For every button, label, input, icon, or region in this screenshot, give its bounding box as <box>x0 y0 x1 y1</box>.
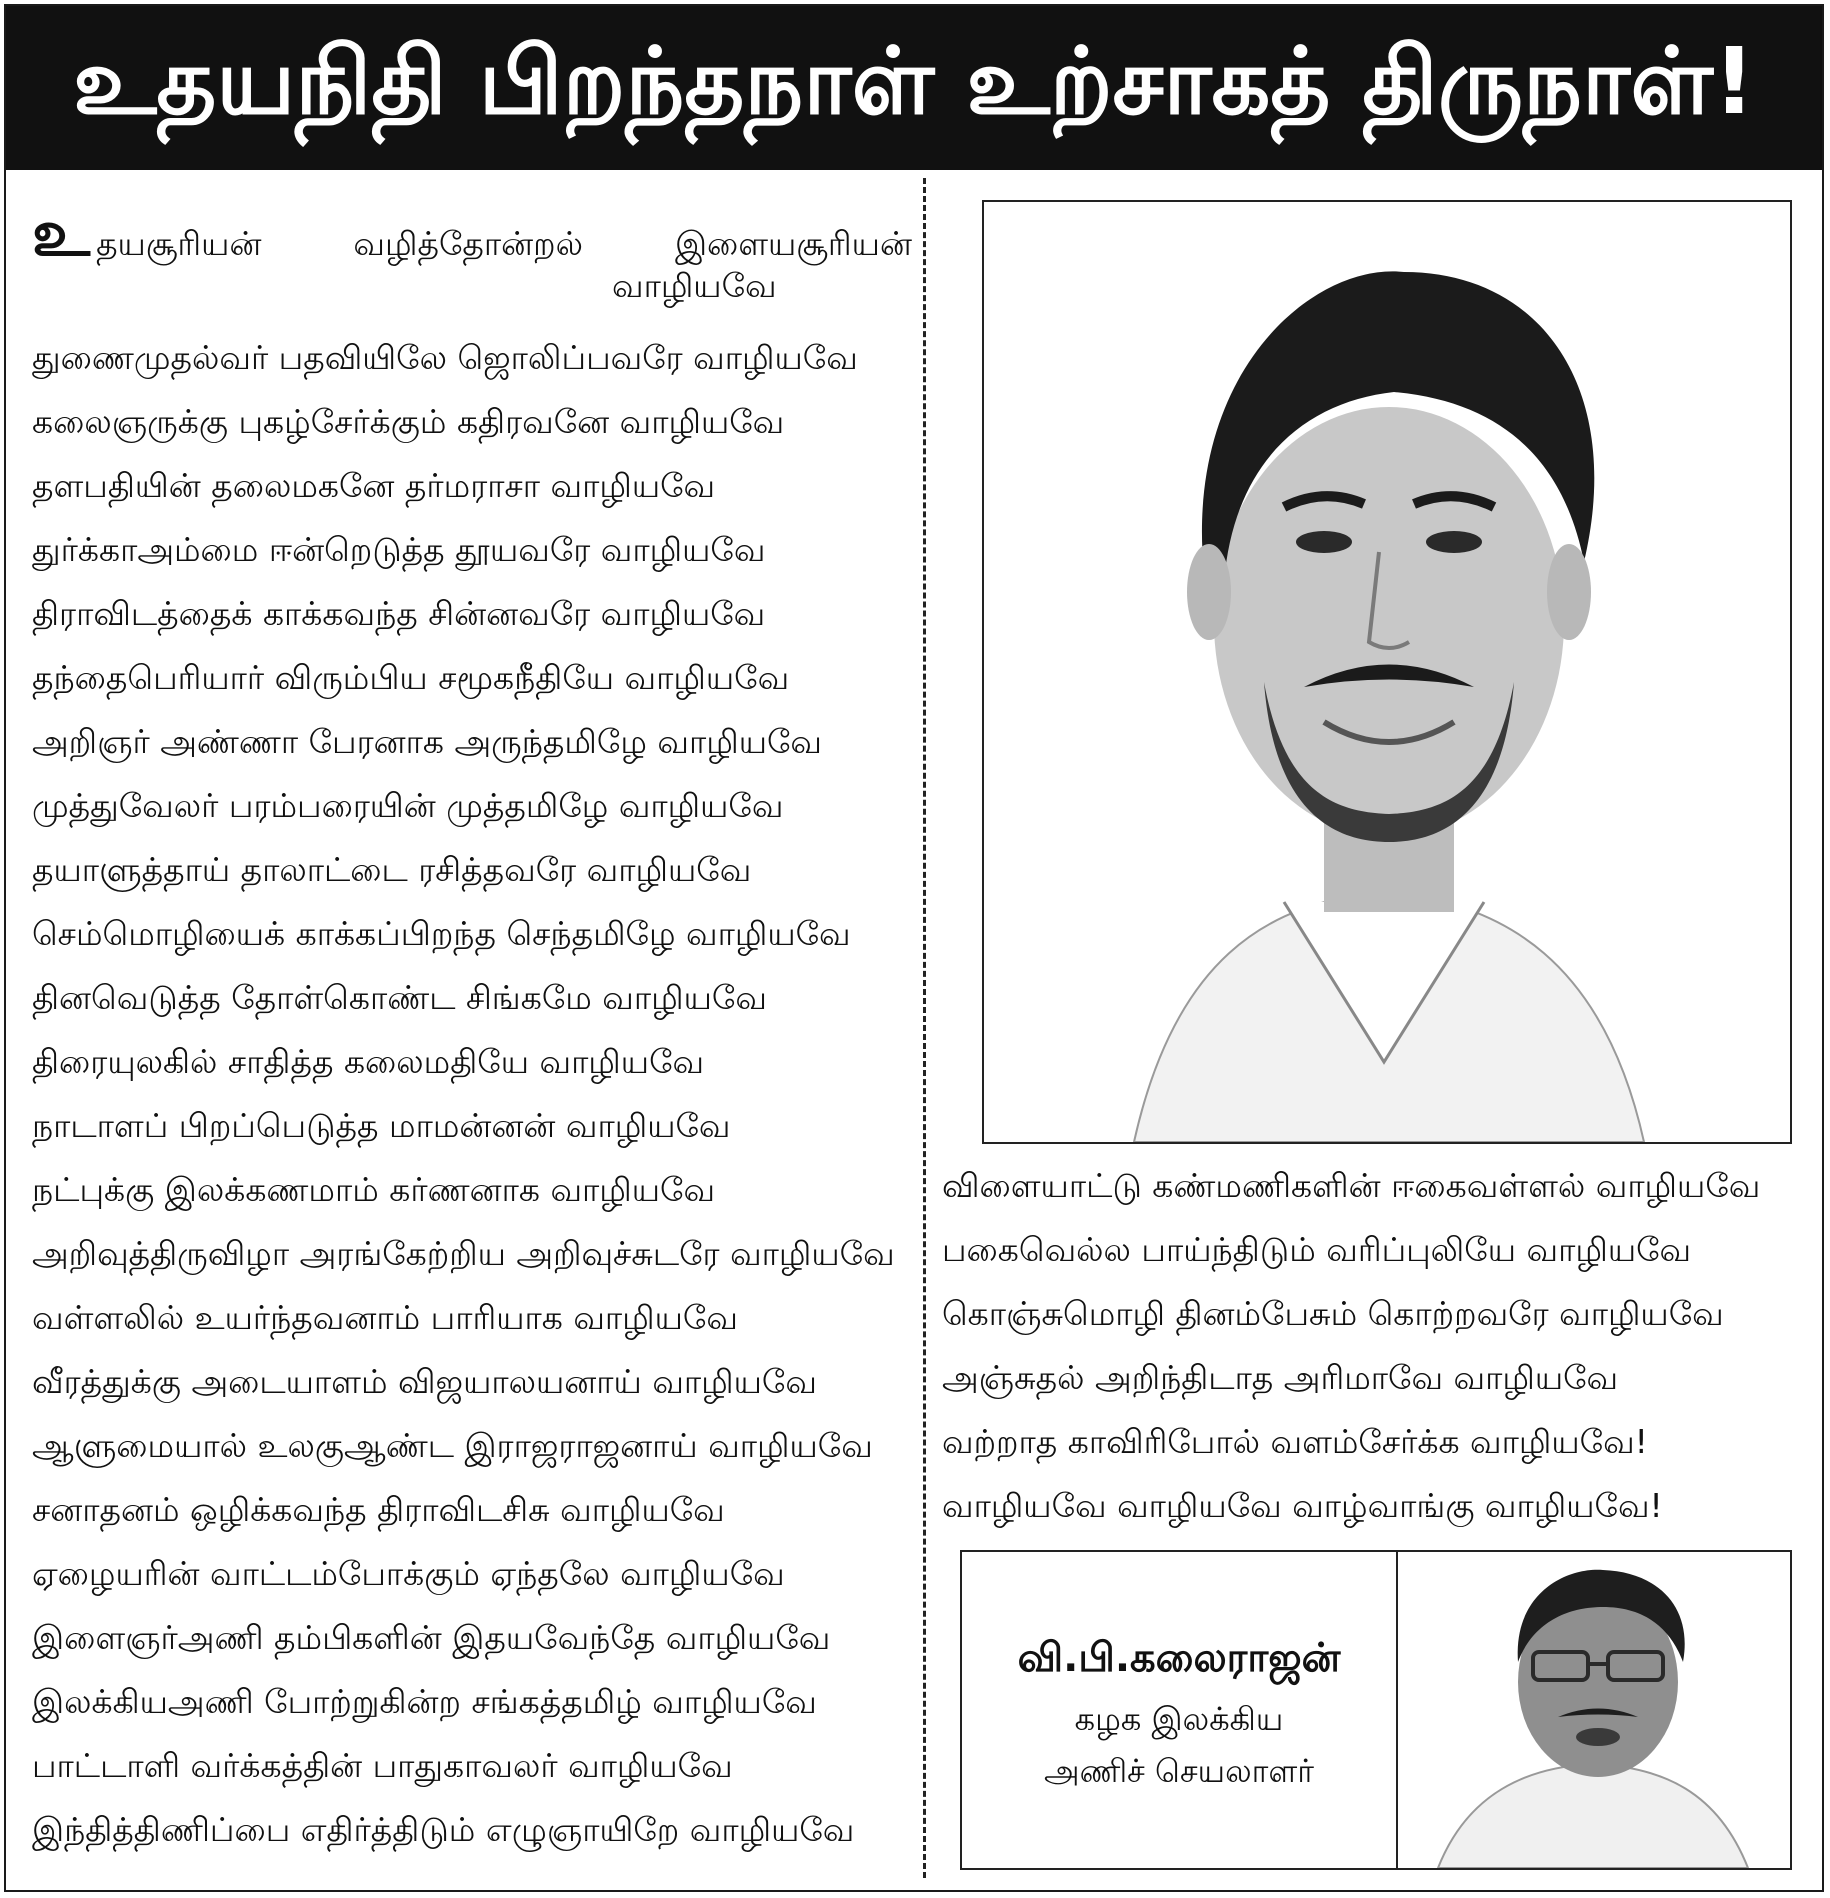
author-role-line-1: கழக இலக்கிய <box>1074 1699 1284 1738</box>
poem-line-left-7: அறிஞர் அண்ணா பேரனாக அருந்தமிழே வாழியவே <box>32 722 823 761</box>
author-signature-box <box>960 1550 1792 1870</box>
poem-line-right-4: அஞ்சுதல் அறிந்திடாத அரிமாவே வாழியவே <box>942 1358 1619 1397</box>
poem-line-left-1: துணைமுதல்வர் பதவியிலே ஜொலிப்பவரே வாழியவே <box>32 338 858 377</box>
poem-first-word: தயசூரியன் <box>96 224 262 263</box>
poem-line-right-2: பகைவெல்ல பாய்ந்திடும் வரிப்புலியே வாழியவே <box>942 1230 1692 1269</box>
poem-line-left-16: வள்ளலில் உயர்ந்தவனாம் பாரியாக வாழியவே <box>32 1298 738 1337</box>
poem-first-line-continuation: வாழியவே <box>612 266 777 305</box>
portrait-photo <box>982 200 1792 1144</box>
poem-line-left-6: தந்தைபெரியார் விரும்பிய சமூகநீதியே வாழியவே <box>32 658 790 697</box>
poem-right-column <box>942 1154 1802 1538</box>
poem-line-left-22: இலக்கியஅணி போற்றுகின்ற சங்கத்தமிழ் வாழியவே <box>32 1682 817 1721</box>
column-divider <box>923 178 926 1878</box>
poem-line-left-11: தினவெடுத்த தோள்கொண்ட சிங்கமே வாழியவே <box>32 978 767 1017</box>
poem-line-right-3: கொஞ்சுமொழி தினம்பேசும் கொற்றவரே வாழியவே <box>942 1294 1724 1333</box>
author-photo-illustration <box>1398 1552 1788 1868</box>
headline-text: உதயநிதி பிறந்தநாள் உற்சாகத் திருநாள்! <box>72 28 1756 135</box>
poem-line-left-15: அறிவுத்திருவிழா அரங்கேற்றிய அறிவுச்சுடரே வாழியவே <box>32 1234 895 1273</box>
poem-line-left-14: நட்புக்கு இலக்கணமாம் கர்ணனாக வாழியவே <box>32 1170 716 1209</box>
poem-line-right-6: வாழியவே வாழியவே வாழ்வாங்கு வாழியவே! <box>942 1486 1663 1525</box>
portrait-illustration <box>984 202 1790 1142</box>
poem-line-left-21: இளைஞர்அணி தம்பிகளின் இதயவேந்தே வாழியவே <box>32 1618 831 1657</box>
poem-second-word: வழித்தோன்றல் <box>353 224 584 263</box>
poem-line-left-3: தளபதியின் தலைமகனே தர்மராசா வாழியவே <box>32 466 716 505</box>
poem-line-left-12: திரையுலகில் சாதித்த கலைமதியே வாழியவே <box>32 1042 705 1081</box>
dropcap-letter: உ <box>32 197 91 271</box>
author-details <box>962 1552 1398 1868</box>
poem-line-left-8: முத்துவேலர் பரம்பரையின் முத்தமிழே வாழியவே <box>32 786 784 825</box>
headline-banner <box>6 6 1822 170</box>
poem-line-left-9: தயாளுத்தாய் தாலாட்டை ரசித்தவரே வாழியவே <box>32 850 752 889</box>
poem-line-left-13: நாடாளப் பிறப்பெடுத்த மாமன்னன் வாழியவே <box>32 1106 731 1145</box>
poem-line-left-19: சனாதனம் ஒழிக்கவந்த திராவிடசிசு வாழியவே <box>32 1490 725 1529</box>
poem-first-line <box>32 197 912 271</box>
poem-line-left-10: செம்மொழியைக் காக்கப்பிறந்த செந்தமிழே வாழியவே <box>32 914 851 953</box>
poem-line-right-5: வற்றாத காவிரிபோல் வளம்சேர்க்க வாழியவே! <box>942 1422 1648 1461</box>
poem-line-left-5: திராவிடத்தைக் காக்கவந்த சின்னவரே வாழியவே <box>32 594 766 633</box>
poem-line-left-23: பாட்டாளி வர்க்கத்தின் பாதுகாவலர் வாழியவே <box>32 1746 733 1785</box>
poem-third-word: இளையசூரியன் <box>674 224 912 263</box>
poem-line-left-4: துர்க்காஅம்மை ஈன்றெடுத்த தூயவரே வாழியவே <box>32 530 766 569</box>
poem-line-left-2: கலைஞருக்கு புகழ்சேர்க்கும் கதிரவனே வாழியவே <box>32 402 785 441</box>
poem-right-lines <box>942 1154 1802 1538</box>
author-photo <box>1398 1552 1790 1868</box>
poem-left-lines <box>32 326 912 1862</box>
poem-line-left-20: ஏழையரின் வாட்டம்போக்கும் ஏந்தலே வாழியவே <box>32 1554 785 1593</box>
poem-left-column <box>32 197 912 1862</box>
newspaper-page <box>4 4 1824 1892</box>
poem-first-word-group <box>32 197 262 271</box>
poem-line-left-17: வீரத்துக்கு அடையாளம் விஜயாலயனாய் வாழியவே <box>32 1362 817 1401</box>
poem-line-right-1: விளையாட்டு கண்மணிகளின் ஈகைவள்ளல் வாழியவே <box>942 1166 1761 1205</box>
author-name: வி.பி.கலைராஜன் <box>1017 1634 1341 1681</box>
poem-line-left-18: ஆளுமையால் உலகுஆண்ட இராஜராஜனாய் வாழியவே <box>32 1426 873 1465</box>
author-role-line-2: அணிச் செயலாளர் <box>1044 1751 1314 1790</box>
poem-line-left-24: இந்தித்திணிப்பை எதிர்த்திடும் எழுஞாயிறே வாழியவே <box>32 1810 855 1849</box>
